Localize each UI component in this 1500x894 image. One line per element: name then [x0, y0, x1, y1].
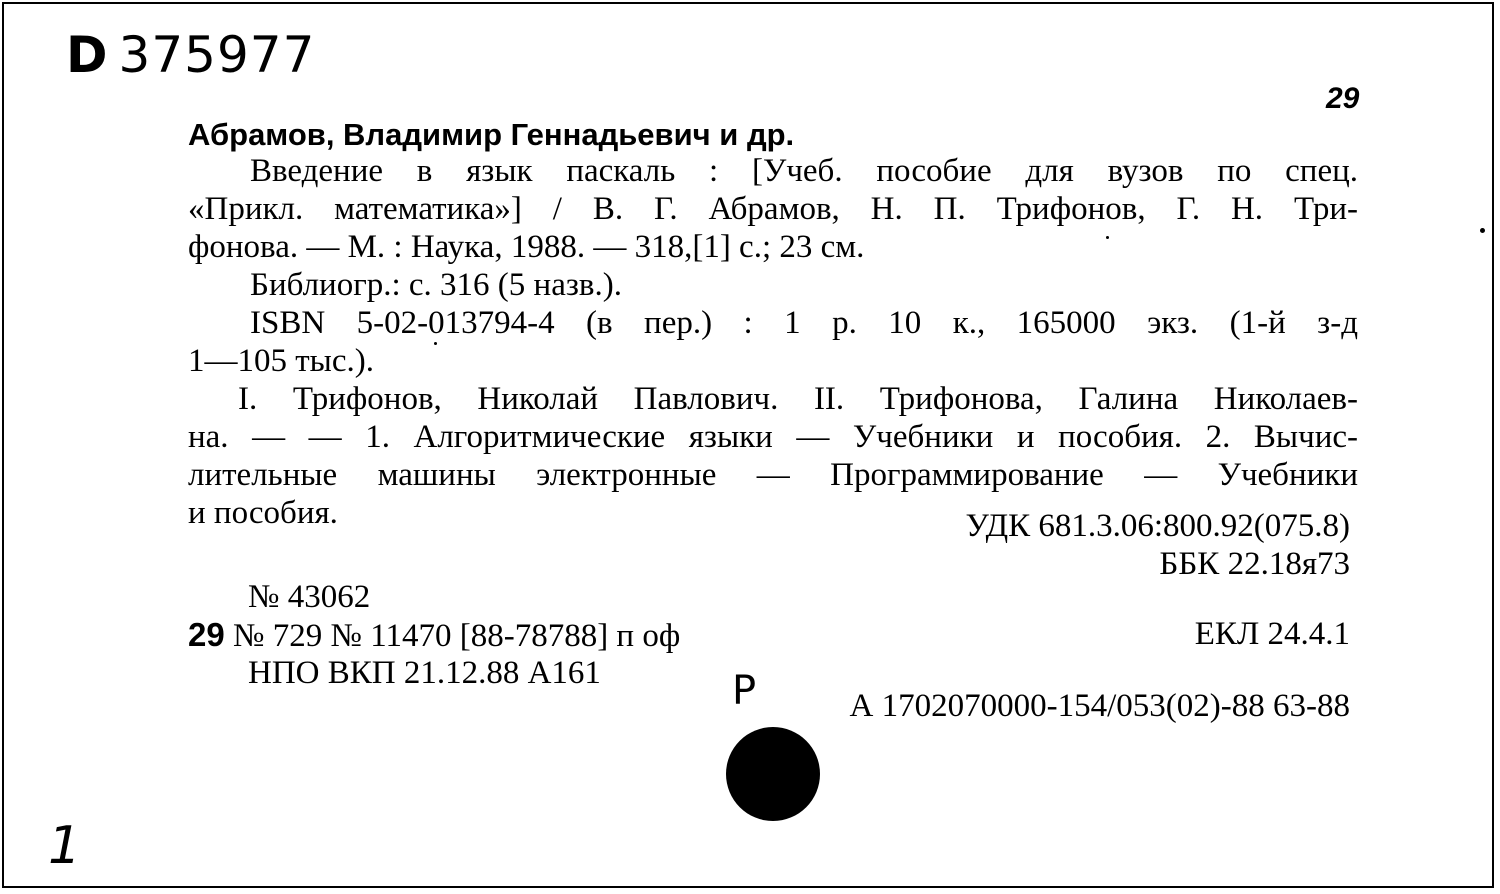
order-line-rest: № 729 № 11470 [88-78788] п оф	[224, 618, 681, 654]
tracing-line-4: и пособия.	[188, 495, 338, 531]
inventory-number: № 43062	[248, 579, 371, 615]
tracing-line-2: на. — — 1. Алгоритмические языки — Учебники и пособия. 2. Вычис-	[188, 419, 1358, 455]
record-body	[188, 112, 1358, 532]
description-line-3: фонова. — М. : Наука, 1988. — 318,[1] с.; 23 см.	[188, 229, 865, 265]
speck	[1480, 228, 1485, 233]
bbk-code: ББК 22.18я73	[1159, 546, 1350, 582]
speck	[434, 342, 437, 345]
call-number-value: 375977	[118, 26, 316, 84]
isbn-line-1: ISBN 5-02-013794-4 (в пер.) : 1 р. 10 к., 165000 экз. (1-й з-д	[250, 305, 1358, 341]
description-line-1: Введение в язык паскаль : [Учеб. пособие для вузов по спец.	[250, 153, 1358, 189]
speck	[1106, 236, 1109, 239]
punch-hole	[726, 727, 820, 821]
npo-line: НПО ВКП 21.12.88 А161	[248, 655, 601, 691]
bibliography-note: Библиогр.: с. 316 (5 назв.).	[250, 267, 622, 303]
author-heading: Абрамов, Владимир Геннадьевич и др.	[188, 117, 795, 152]
ekl-code: ЕКЛ 24.4.1	[1194, 616, 1350, 652]
udc-code: УДК 681.3.06:800.92(075.8)	[965, 508, 1350, 544]
isbn-line-2: 1—105 тыс.).	[188, 343, 374, 379]
tracing-line-3: лительные машины электронные — Программирование — Учебники	[188, 457, 1358, 493]
tracing-line-1: I. Трифонов, Николай Павлович. II. Трифонова, Галина Николаев-	[238, 381, 1358, 417]
order-line	[188, 616, 680, 655]
handwritten-mark: Р	[732, 668, 757, 714]
order-line-prefix: 29	[188, 616, 225, 653]
publisher-code: А 1702070000-154/053(02)-88 63-88	[849, 688, 1350, 724]
corner-handwritten-mark: 1	[48, 816, 82, 876]
call-number	[66, 26, 315, 84]
call-number-prefix: D	[66, 26, 109, 84]
card-index: 29	[1326, 82, 1360, 115]
catalog-card	[2, 2, 1494, 888]
description-line-2: «Прикл. математика»] / В. Г. Абрамов, Н. П. Трифонов, Г. Н. Три-	[188, 191, 1358, 227]
